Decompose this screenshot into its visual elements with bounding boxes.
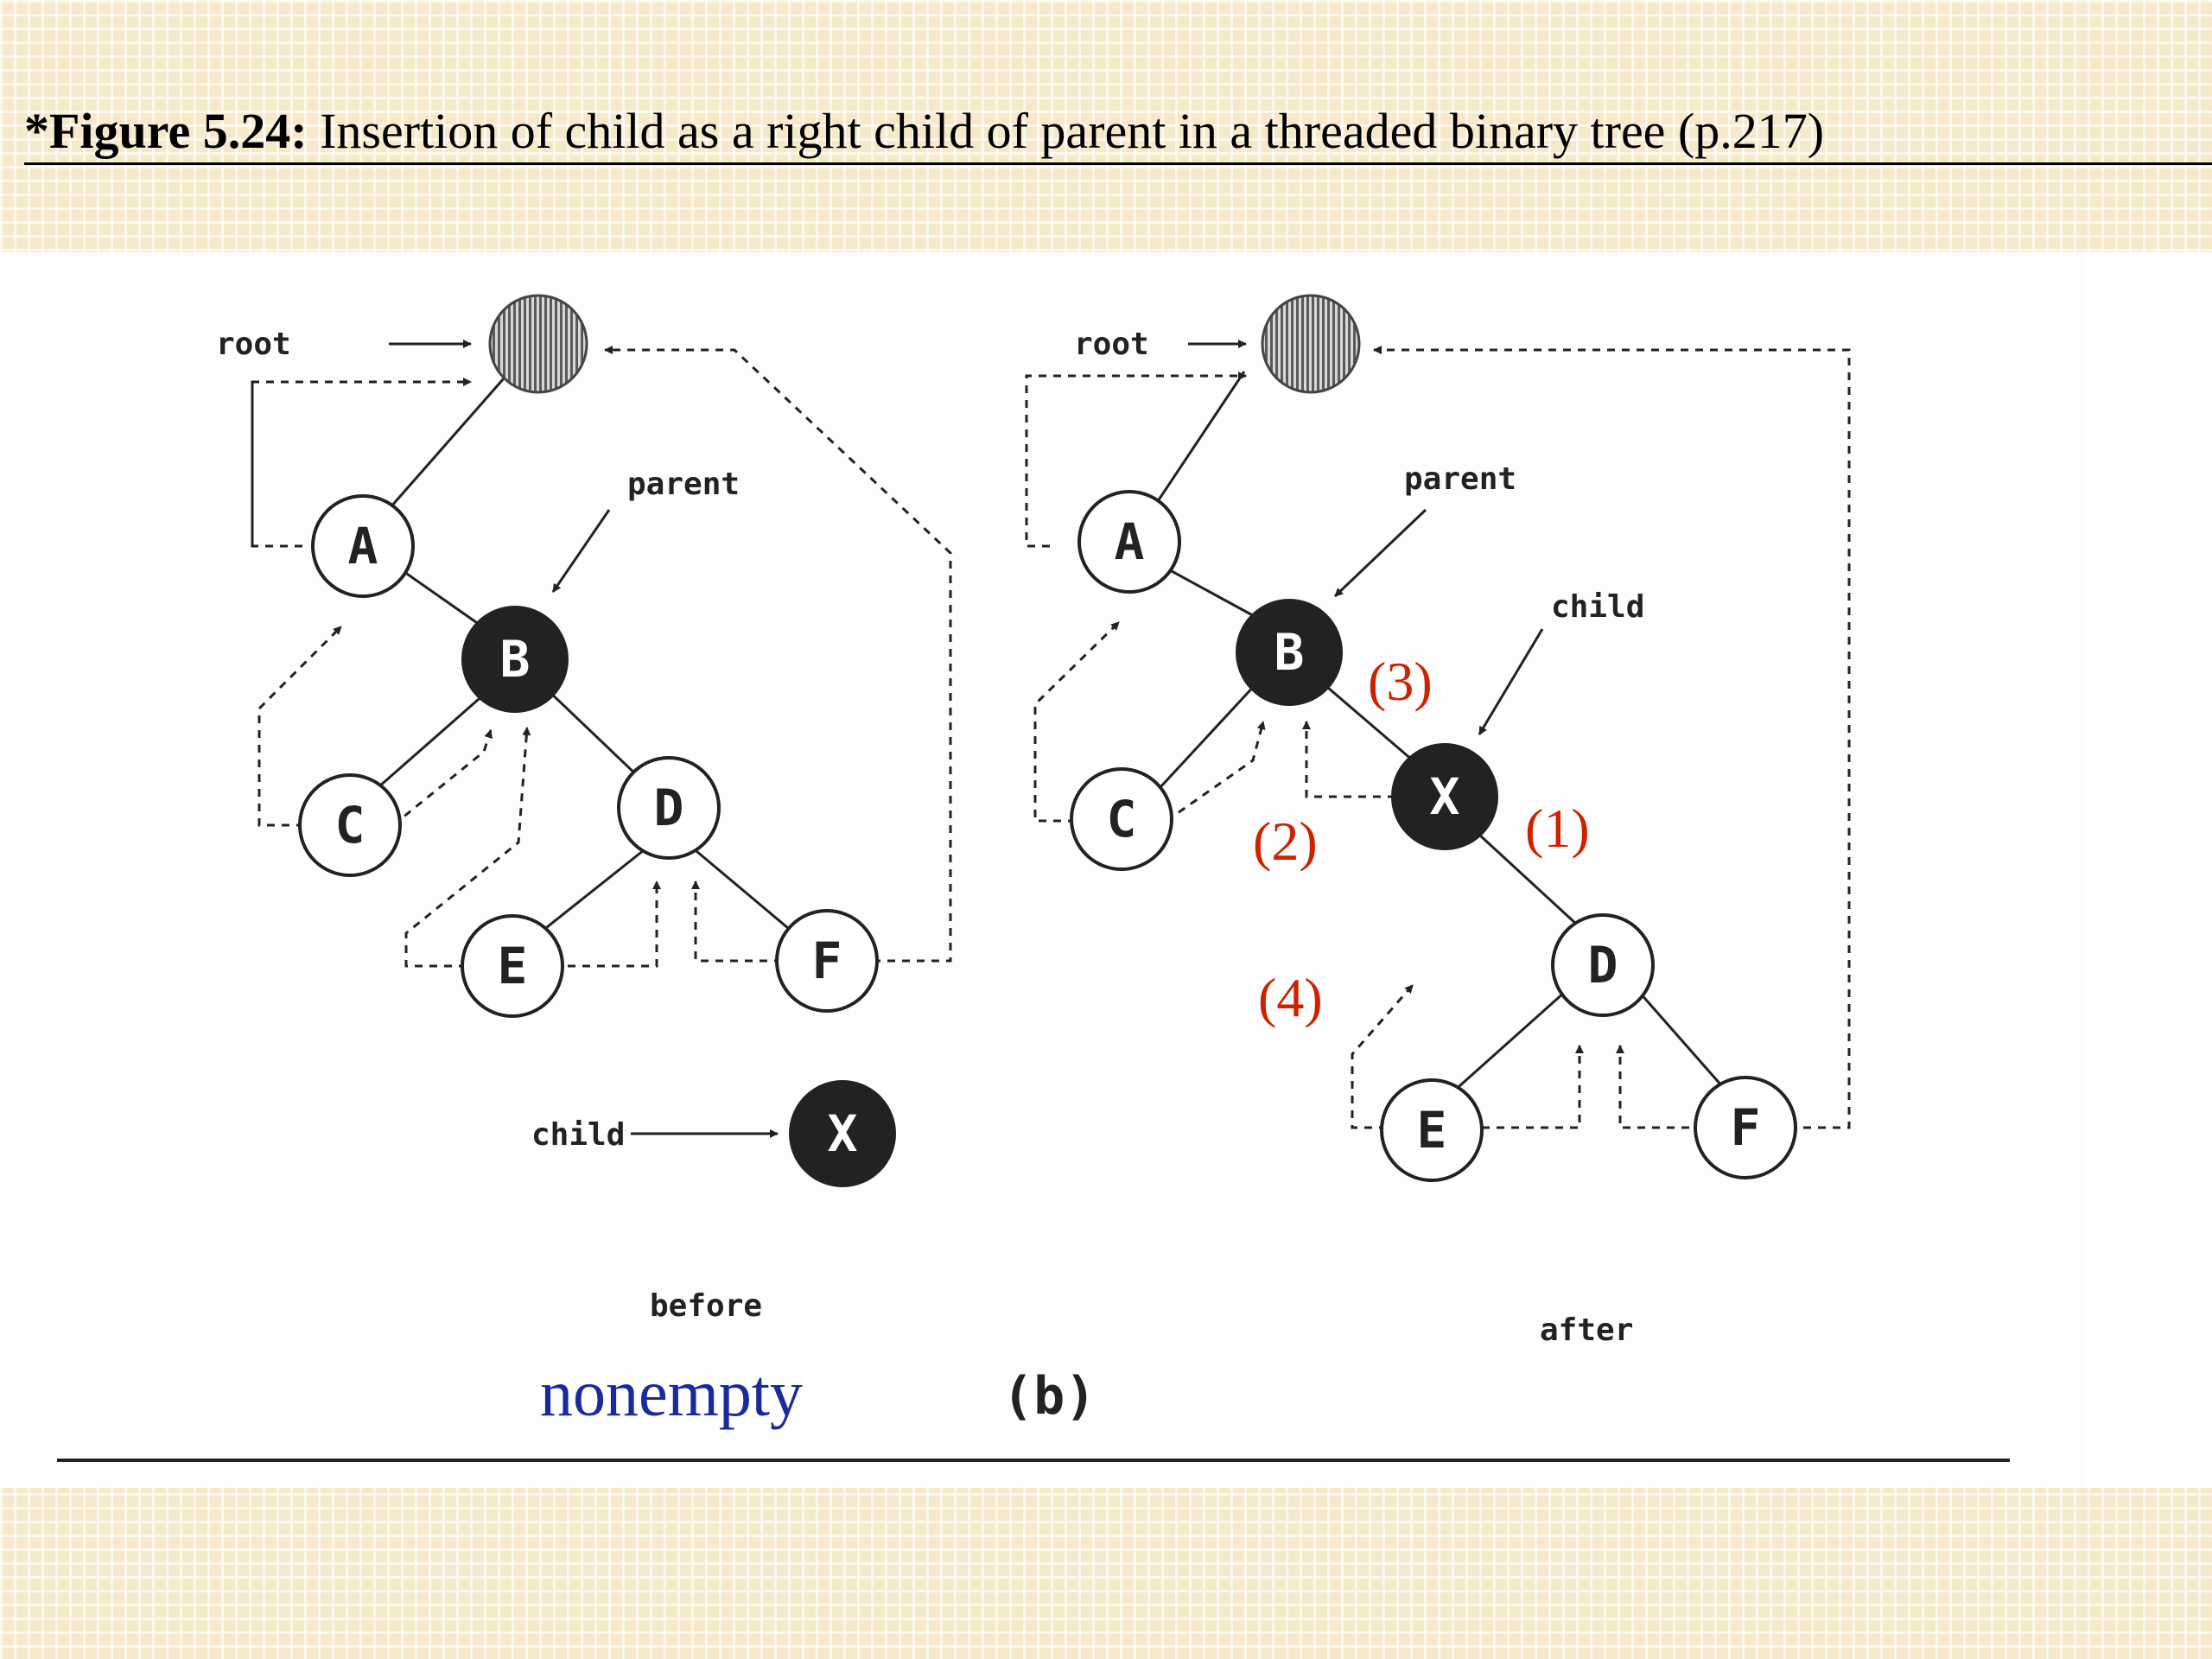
thread-e-to-d <box>553 881 657 966</box>
edge-b-c <box>365 687 493 799</box>
node-c-after-label: C <box>1106 790 1137 849</box>
head-node-after <box>1262 296 1359 392</box>
node-a-label: A <box>347 517 378 575</box>
edge-d-f <box>691 847 799 938</box>
thread-c-to-b <box>393 730 491 825</box>
thread-f-to-d <box>696 881 782 961</box>
nonempty-label: nonempty <box>540 1357 803 1430</box>
node-x-after-label: X <box>1429 767 1460 826</box>
edge-a-b-after <box>1162 566 1257 618</box>
thread-a-left <box>252 382 302 546</box>
step-2-label: (2) <box>1253 810 1318 872</box>
child-label: child <box>531 1117 626 1153</box>
node-c-label: C <box>334 796 365 855</box>
parent-pointer <box>553 510 609 592</box>
figure-number: *Figure 5.24: <box>24 103 308 159</box>
step-3-label: (3) <box>1368 651 1433 712</box>
root-label: root <box>216 327 291 362</box>
node-e-after-label: E <box>1416 1101 1447 1160</box>
node-f-after-label: F <box>1730 1098 1761 1157</box>
after-tree <box>1027 296 1849 1348</box>
edge-head-a <box>385 372 510 514</box>
thread-f-to-d-after <box>1620 1046 1689 1128</box>
thread-f-to-head <box>605 350 950 961</box>
figure-caption: Insertion of child as a right child of parent in a threaded binary tree (p.217) <box>307 103 1825 159</box>
before-label: before <box>650 1288 763 1324</box>
root-label-after: root <box>1074 327 1149 362</box>
parent-pointer-after <box>1335 510 1426 596</box>
edge-d-e <box>534 847 648 938</box>
before-tree <box>216 296 950 1324</box>
edge-b-d <box>544 687 639 778</box>
parent-label-after: parent <box>1404 461 1517 497</box>
after-label: after <box>1540 1313 1634 1348</box>
child-pointer-after <box>1479 629 1542 734</box>
thread-c-to-b-after <box>1166 721 1263 821</box>
node-a-after-label: A <box>1114 512 1145 571</box>
step-1-label: (1) <box>1525 798 1590 859</box>
node-b-label: B <box>499 630 531 689</box>
parent-label: parent <box>627 467 741 502</box>
node-e-label: E <box>497 937 528 995</box>
edge-d-e-after <box>1452 985 1573 1093</box>
edge-a-b <box>396 566 482 626</box>
child-label-after: child <box>1551 589 1645 625</box>
node-d-label: D <box>653 779 684 837</box>
node-f-label: F <box>811 931 842 990</box>
node-b-after-label: B <box>1274 623 1305 682</box>
edge-head-a-after <box>1149 372 1244 514</box>
edge-d-f-after <box>1633 985 1728 1093</box>
thread-e-to-d-after <box>1482 1046 1580 1128</box>
node-x-label: X <box>827 1104 858 1163</box>
head-node <box>490 296 587 392</box>
edge-b-c-after <box>1149 683 1257 799</box>
step-4-label: (4) <box>1258 967 1323 1028</box>
subfigure-b-label: (b) <box>1002 1366 1096 1427</box>
node-d-after-label: D <box>1587 936 1618 995</box>
